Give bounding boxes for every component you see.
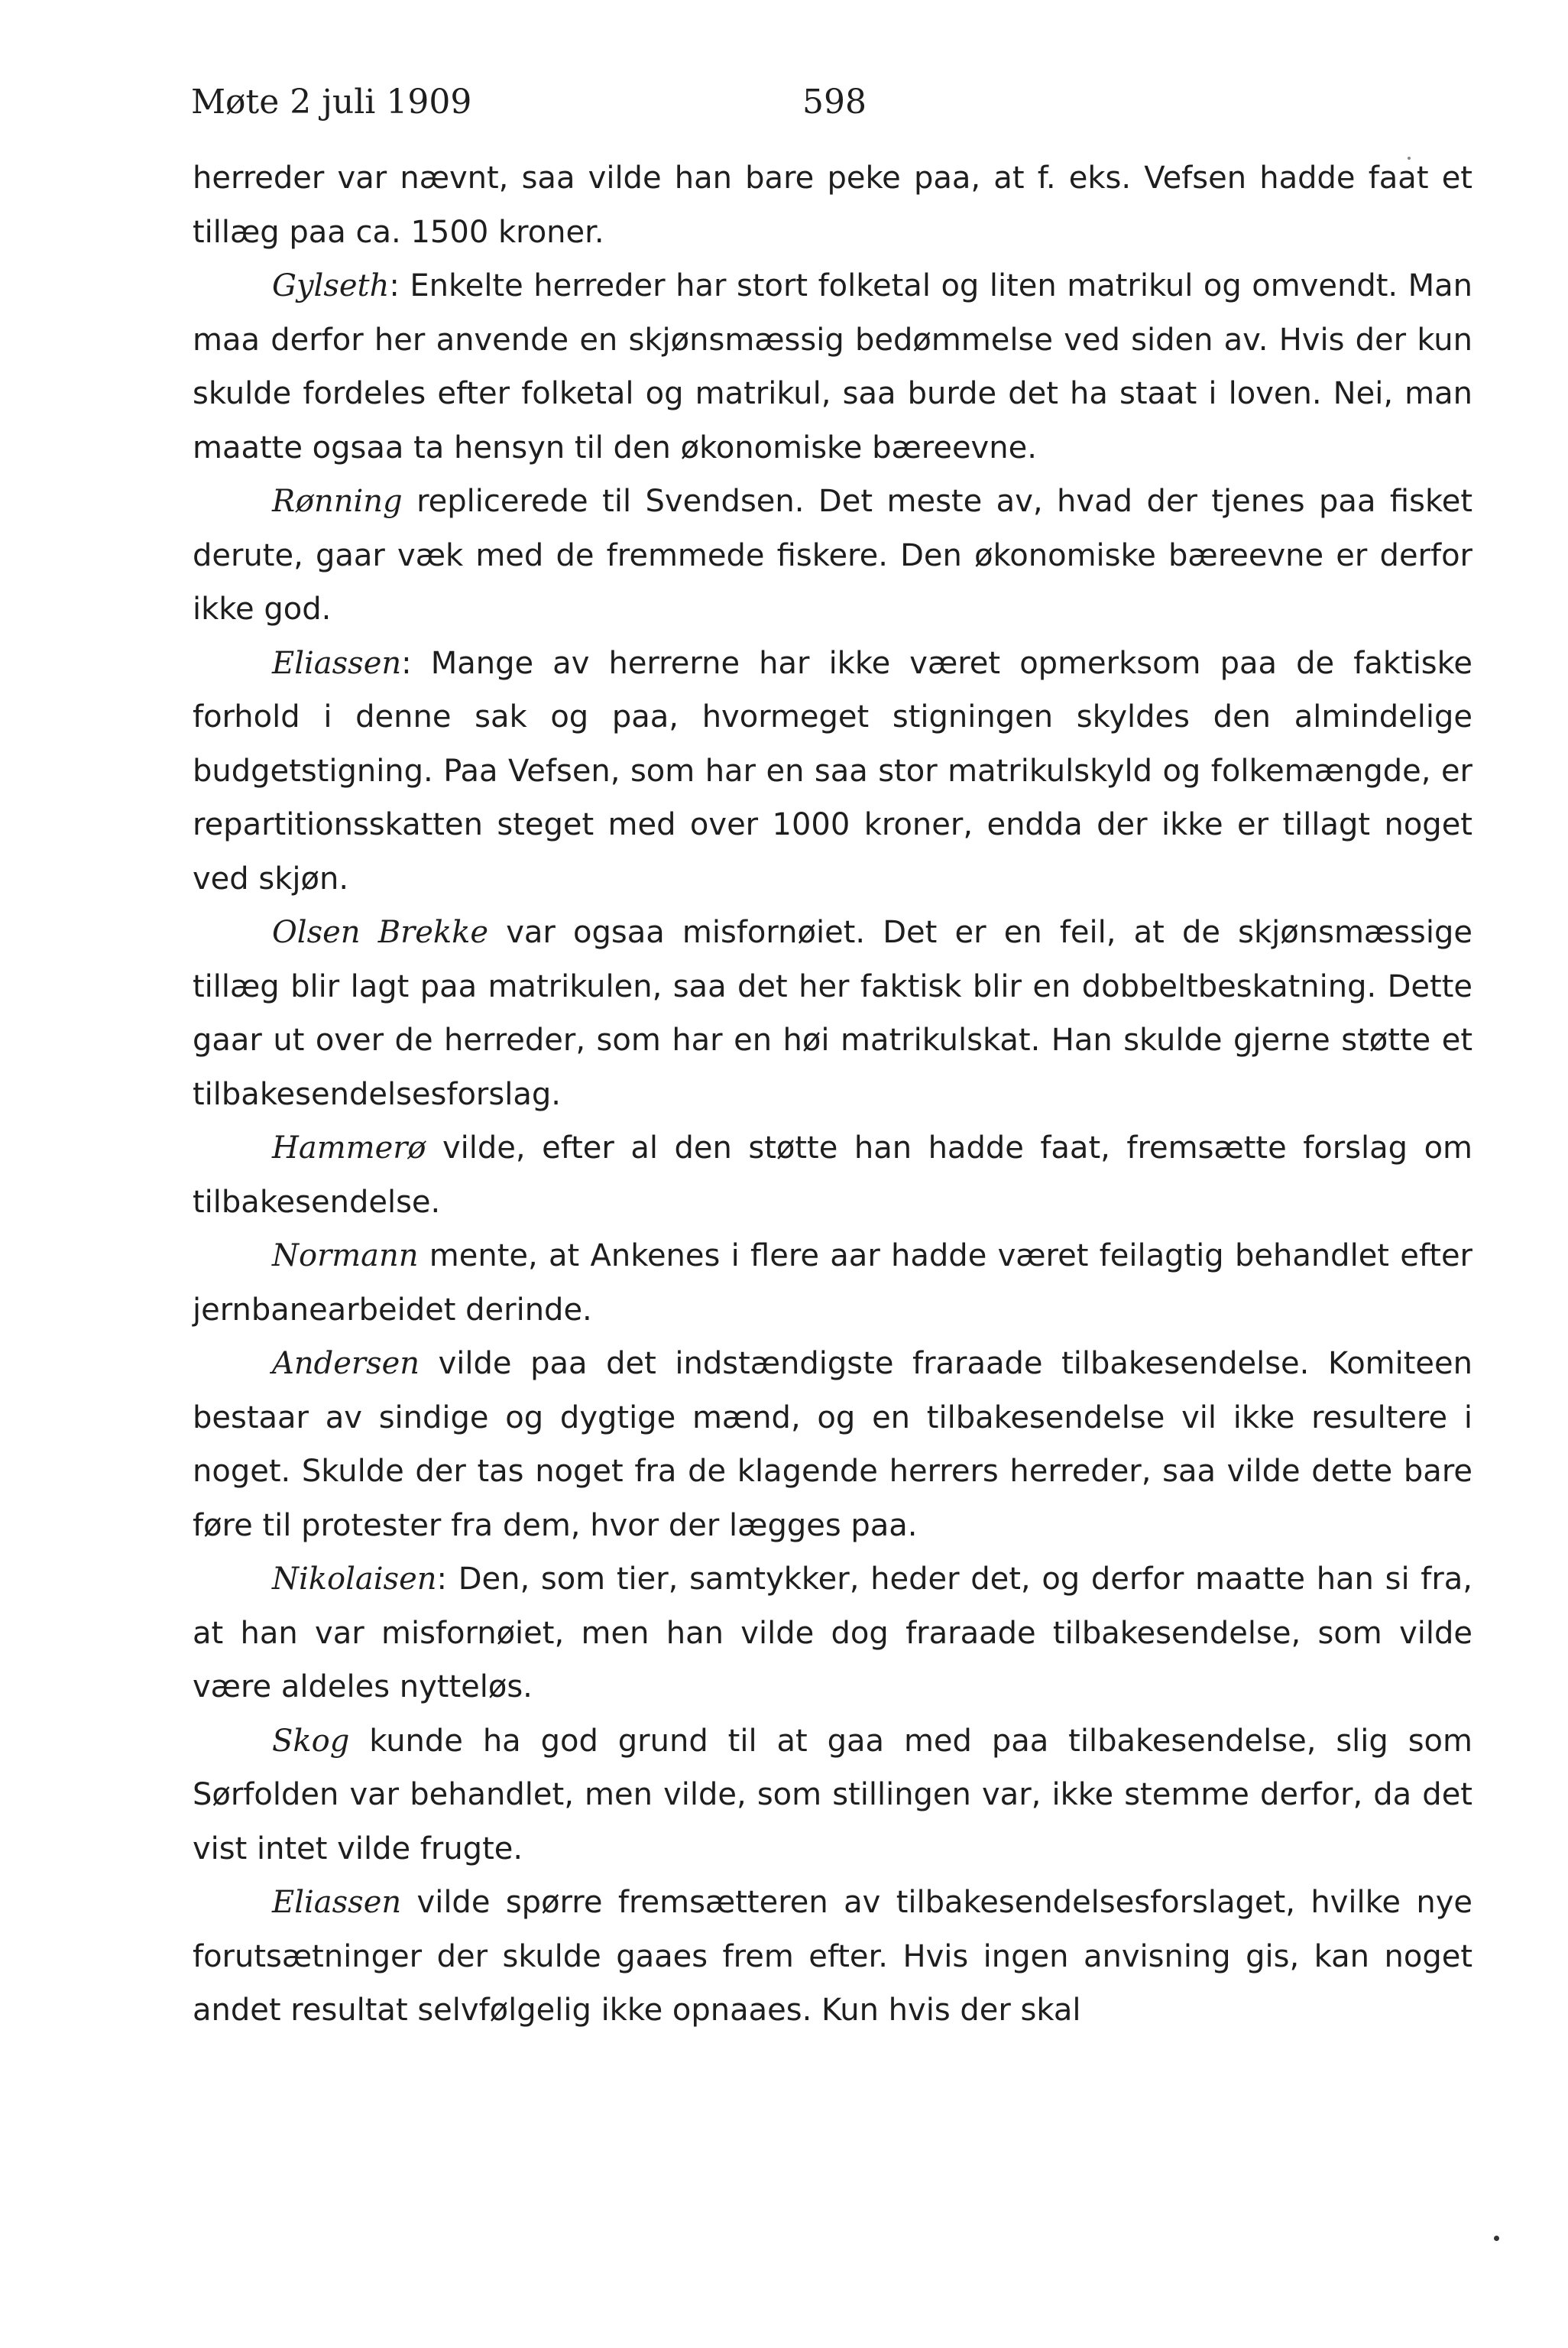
paragraph-text: : Den, som tier, samtykker, heder det, og derfor maatte han si fra, at han var misfornøiet, men han vilde dog fraraade tilbakesendelse, som vilde være aldeles nytteløs. [193,1562,1472,1704]
page-number: 598 [802,83,867,122]
paragraph-gylseth [193,259,1472,475]
paragraph-text: vilde paa det indstændigste fraraade tilbakesendelse. Komiteen bestaar av sindige og dygtige mænd, og en tilbakesendelse vil ikke resultere i noget. Skulde der tas noget fra de klagende herrers herreder, saa vilde dette bare føre til protester fra dem, hvor der lægges paa. [193,1346,1472,1543]
speaker-name: Gylseth [272,268,390,303]
page-header [191,83,1513,136]
speaker-name: Eliassen [272,1885,402,1920]
paragraph-nikolaisen [193,1552,1472,1714]
paragraph-continuation [193,151,1472,259]
paragraph-ronning [193,475,1472,637]
ink-speck [1494,2236,1499,2241]
paragraph-eliassen [193,637,1472,906]
paragraph-hammero [193,1121,1472,1229]
paragraph-andersen [193,1337,1472,1552]
speaker-name: Olsen Brekke [272,915,489,950]
paragraph-skog [193,1714,1472,1876]
paragraph-olsen-brekke [193,906,1472,1121]
paragraph-eliassen-2 [193,1876,1472,2038]
paragraph-text: : Enkelte herreder har stort folketal og liten matrikul og omvendt. Man maa derfor her anvende en skjønsmæssig bedømmelse ved siden av. Hvis der kun skulde fordeles efter folketal og matrikul, saa burde det ha staat i loven. Nei, man maatte ogsaa ta hensyn til den økonomiske bæreevne. [193,268,1472,465]
ink-speck [1408,157,1411,160]
paragraph-text: herreder var nævnt, saa vilde han bare peke paa, at f. eks. Vefsen hadde faat et tillæg paa ca. 1500 kroner. [193,161,1472,250]
paragraph-text: mente, at Ankenes i flere aar hadde været feilagtig behandlet efter jernbanearbeidet derinde. [193,1238,1472,1328]
speaker-name: Normann [272,1238,419,1273]
speaker-name: Hammerø [272,1130,426,1166]
paragraph-text: vilde, efter al den støtte han hadde faat, fremsætte forslag om tilbakesendelse. [193,1130,1472,1220]
speaker-name: Skog [272,1723,350,1759]
paragraph-text: vilde spørre fremsætteren av tilbakesendelsesforslaget, hvilke nye forutsætninger der skulde gaaes frem efter. Hvis ingen anvisning gis, kan noget andet resultat selvfølgelig ikke opnaaes. Kun hvis der skal [193,1885,1472,2028]
paragraph-text: kunde ha god grund til at gaa med paa tilbakesendelse, slig som Sørfolden var behandlet, men vilde, som stillingen var, ikke stemme derfor, da det vist intet vilde frugte. [193,1723,1472,1866]
paragraph-text: : Mange av herrerne har ikke været opmerksom paa de faktiske forhold i denne sak og paa, hvormeget stigningen skyldes den almindelige budgetstigning. Paa Vefsen, som har en saa stor matrikulskyld og folkemængde, er repartitionsskatten steget med over 1000 kroner, endda der ikke er tillagt noget ved skjøn. [193,645,1472,897]
body-text [193,151,1472,2038]
speaker-name: Nikolaisen [272,1562,437,1597]
speaker-name: Andersen [272,1346,420,1381]
meeting-date: Møte 2 juli 1909 [191,83,472,122]
paragraph-text: var ogsaa misfornøiet. Det er en feil, at de skjønsmæssige tillæg blir lagt paa matrikulen, saa det her faktisk blir en dobbeltbeskatning. Dette gaar ut over de herreder, som har en høi matrikulskat. Han skulde gjerne støtte et tilbakesendelsesforslag. [193,915,1472,1112]
paragraph-text: replicerede til Svendsen. Det meste av, hvad der tjenes paa fisket derute, gaar væk med de fremmede fiskere. Den økonomiske bæreevne er derfor ikke god. [193,484,1472,627]
speaker-name: Eliassen [272,645,402,681]
paragraph-normann [193,1229,1472,1337]
speaker-name: Rønning [272,484,403,519]
